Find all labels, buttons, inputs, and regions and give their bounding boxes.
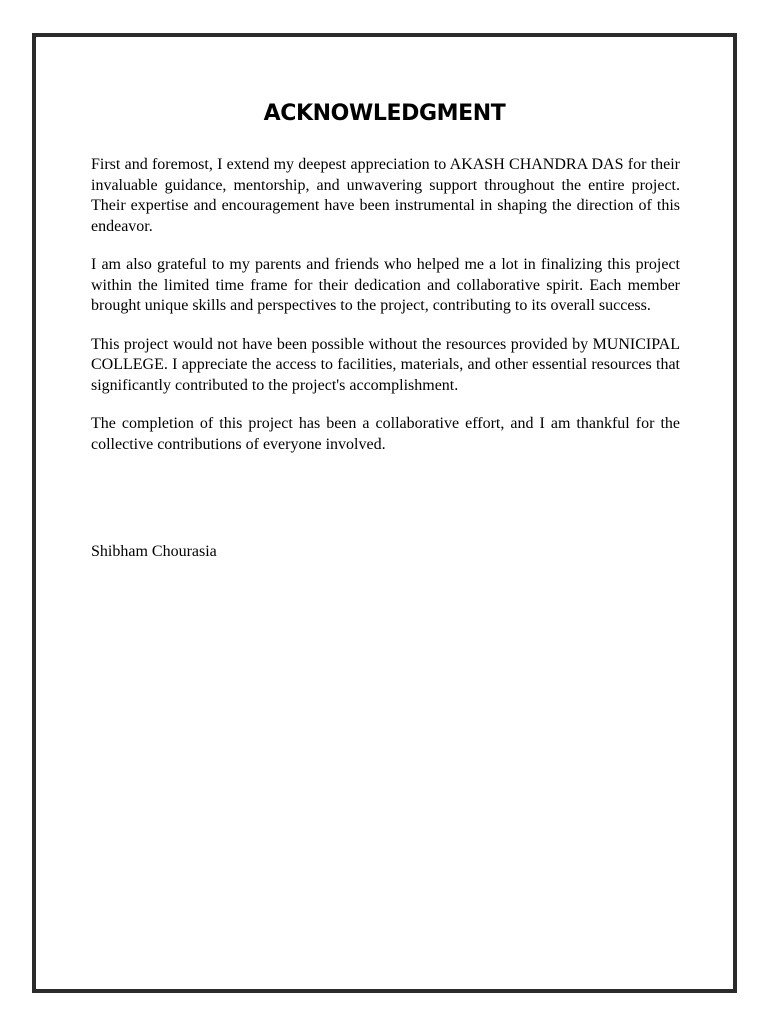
acknowledgment-body [91,155,680,473]
paragraph-completion: The completion of this project has been a collaborative effort, and I am thankful for the collective contributions of everyone involved. [91,415,680,453]
signature-name: Shibham Chourasia [91,543,217,560]
page-title: ACKNOWLEDGMENT [263,101,506,126]
paragraph-parents-friends: I am also grateful to my parents and friends who helped me a lot in finalizing this project within the limited time frame for their dedication and collaborative spirit. Each member brought unique skills and perspectives to the project, contributing to its overall success. [91,256,680,314]
paragraph-guidance: First and foremost, I extend my deepest appreciation to AKASH CHANDRA DAS for their invaluable guidance, mentorship, and unwavering support throughout the entire project. Their expertise and encouragement have been instrumental in shaping the direction of this endeavor. [91,156,680,235]
paragraph-resources: This project would not have been possible without the resources provided by MUNICIPAL COLLEGE. I appreciate the access to facilities, materials, and other essential resources that significantly contributed to the project's accomplishment. [91,335,680,394]
page-border [32,33,737,993]
